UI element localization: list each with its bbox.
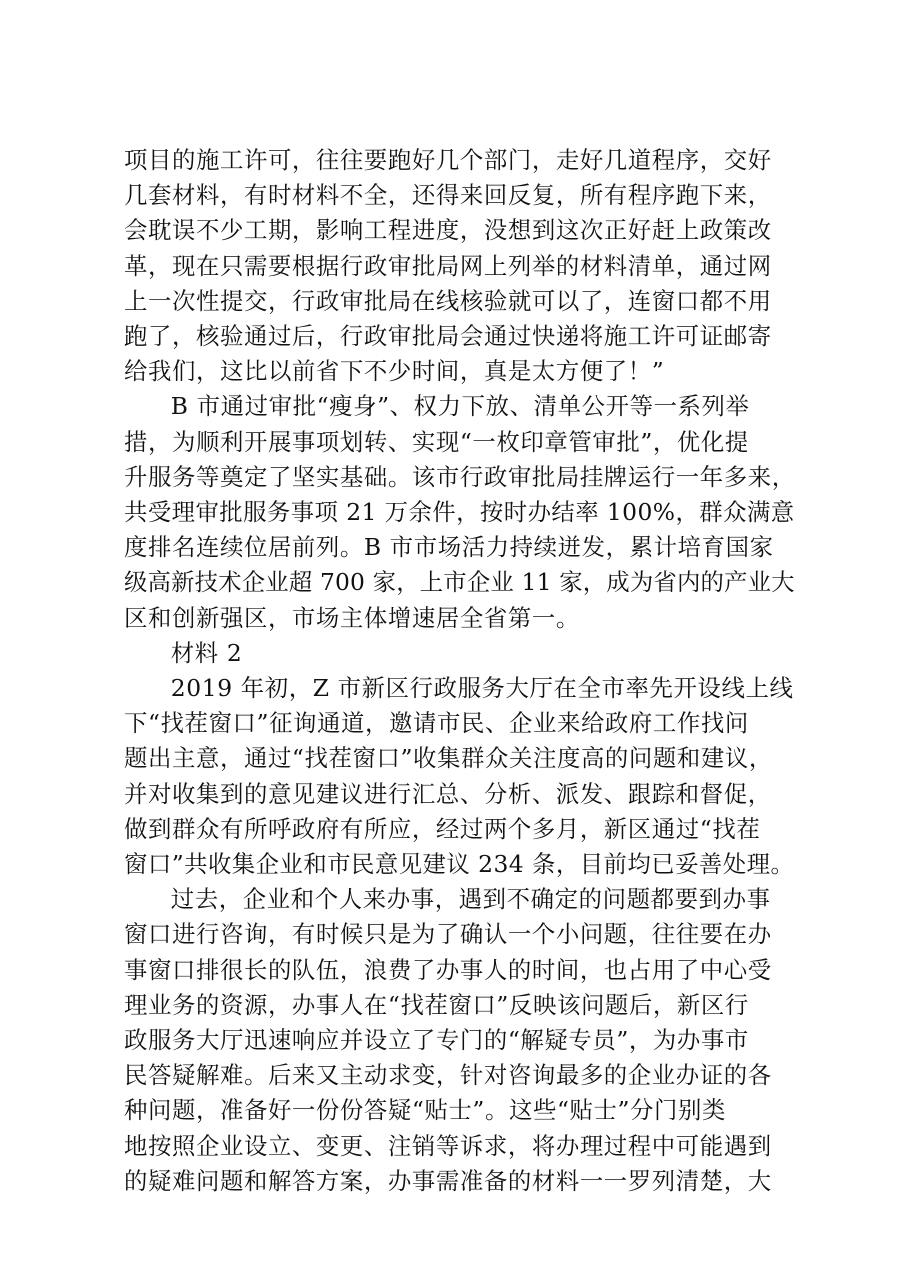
text-line: 题出主意，通过“找茬窗口”收集群众关注度高的问题和建议， <box>124 744 773 773</box>
text-line: 民答疑解难。后来又主动求变，针对咨询最多的企业办证的各 <box>124 1061 772 1090</box>
text-line: 做到群众有所呼政府有所应，经过两个多月，新区通过“找茬 <box>124 814 761 843</box>
text-line: 2019 年初，Z 市新区行政服务大厅在全市率先开设线上线 <box>170 674 794 703</box>
text-line: 几套材料，有时材料不全，还得来回反复，所有程序跑下来， <box>124 181 772 210</box>
text-line: 窗口”共收集企业和市民意见建议 234 条，目前均已妥善处理。 <box>124 850 795 879</box>
text-line: 材料 2 <box>170 638 243 667</box>
text-line: 种问题，准备好一份份答疑“贴士”。这些“贴士”分门别类 <box>124 1096 727 1125</box>
text-line: 政服务大厅迅速响应并设立了专门的“解疑专员”，为办事市 <box>124 1026 749 1055</box>
text-line: 区和创新强区，市场主体增速居全省第一。 <box>124 603 580 632</box>
paragraph <box>124 636 796 671</box>
paragraph <box>124 143 796 389</box>
text-line: 会耽误不少工期，影响工程进度，没想到这次正好赶上政策改 <box>124 216 772 245</box>
text-line: 跑了，核验通过后，行政审批局会通过快递将施工许可证邮寄 <box>124 322 772 351</box>
text-line: 项目的施工许可，往往要跑好几个部门，走好几道程序，交好 <box>124 146 772 174</box>
paragraph <box>124 671 796 882</box>
text-line: 革，现在只需要根据行政审批局网上列举的材料清单，通过网 <box>124 251 772 280</box>
text-line: 共受理审批服务事项 21 万余件，按时办结率 100%，群众满意 <box>124 498 795 527</box>
text-line: 理业务的资源，办事人在“找茬窗口”反映该问题后，新区行 <box>124 990 749 1019</box>
text-line: 措，为顺利开展事项划转、实现“一枚印章管审批”，优化提 <box>124 427 749 456</box>
text-line: 级高新技术企业超 700 家，上市企业 11 家，成为省内的产业大 <box>124 568 795 597</box>
text-line: 事窗口排很长的队伍，浪费了办事人的时间，也占用了中心受 <box>124 955 772 984</box>
text-line: 升服务等奠定了坚实基础。该市行政审批局挂牌运行一年多来， <box>124 462 796 491</box>
text-line: 过去，企业和个人来办事，遇到不确定的问题都要到办事 <box>170 885 771 914</box>
text-line: B 市通过审批“瘦身”、权力下放、清单公开等一系列举 <box>170 392 750 421</box>
paragraph <box>124 389 796 635</box>
text-line: 度排名连续位居前列。B 市市场活力持续迸发，累计培育国家 <box>124 533 774 562</box>
document-body <box>124 143 796 1199</box>
text-line: 下“找茬窗口”征询通道，邀请市民、企业来给政府工作找问 <box>124 709 749 738</box>
text-line: 地按照企业设立、变更、注销等诉求，将办理过程中可能遇到 <box>124 1131 772 1160</box>
paragraph <box>124 882 796 1199</box>
text-line: 给我们，这比以前省下不少时间，真是太方便了！” <box>124 357 665 386</box>
text-line: 的疑难问题和解答方案，办事需准备的材料一一罗列清楚，大 <box>124 1166 772 1195</box>
text-line: 并对收集到的意见建议进行汇总、分析、派发、跟踪和督促， <box>124 779 772 808</box>
text-line: 上一次性提交，行政审批局在线核验就可以了，连窗口都不用 <box>124 286 772 315</box>
text-line: 窗口进行咨询，有时候只是为了确认一个小问题，往往要在办 <box>124 920 772 949</box>
